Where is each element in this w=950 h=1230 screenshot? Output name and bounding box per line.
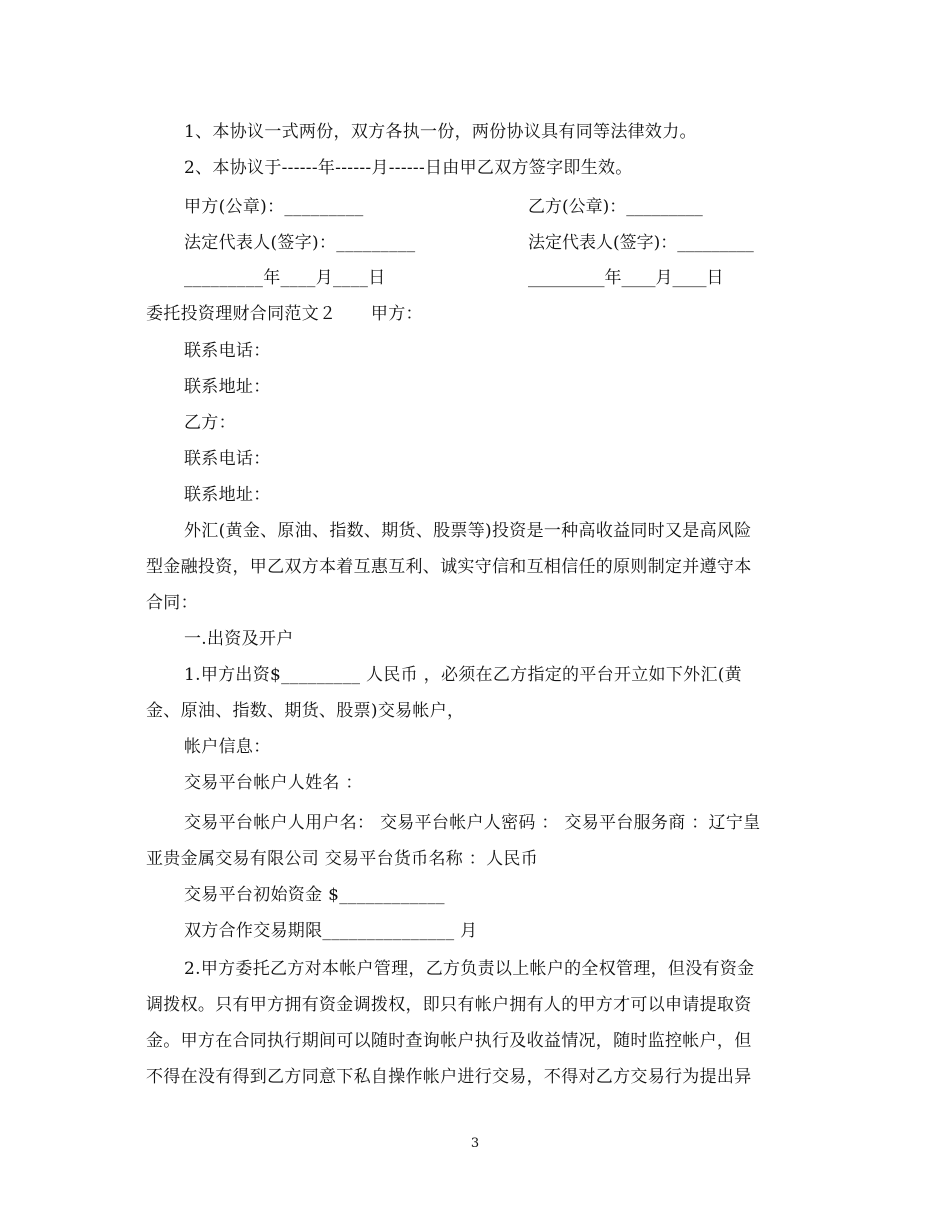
party-b-phone: 联系电话： — [184, 449, 271, 469]
contract-2-heading: 委托投资理财合同范文２ 甲方： — [146, 304, 423, 324]
account-details-line: 交易平台帐户人用户名： 交易平台帐户人密码 ： 交易平台服务商 ：辽宁皇 — [184, 813, 761, 833]
cooperation-term: 双方合作交易期限_______________ 月 — [184, 921, 478, 941]
clause-1-line: 金、原油、指数、期货、股票)交易帐户， — [146, 701, 465, 721]
party-b-date: _________年____月____日 — [528, 268, 724, 288]
clause-2-line: 2.甲方委托乙方对本帐户管理，乙方负责以上帐户的全权管理，但没有资金 — [184, 959, 755, 979]
agreement-copies-line: 1、本协议一式两份，双方各执一份，两份协议具有同等法律效力。 — [184, 122, 697, 142]
account-info-label: 帐户信息： — [184, 737, 271, 757]
clause-1-line: 1.甲方出资$_________ 人民币 ，必须在乙方指定的平台开立如下外汇(黄 — [184, 665, 742, 685]
intro-paragraph-line: 合同： — [146, 593, 198, 613]
party-a-date: _________年____月____日 — [184, 268, 386, 288]
party-b-address: 联系地址： — [184, 485, 271, 505]
party-a-representative: 法定代表人(签字)：_________ — [184, 233, 416, 253]
intro-paragraph-line: 外汇(黄金、原油、指数、期货、股票等)投资是一种高收益同时又是高风险 — [184, 521, 752, 541]
party-b-seal: 乙方(公章)：_________ — [528, 197, 703, 217]
party-b-representative: 法定代表人(签字)：_________ — [528, 233, 754, 253]
page-number: 3 — [470, 1136, 480, 1151]
account-holder-name: 交易平台帐户人姓名 ： — [184, 773, 363, 793]
agreement-effective-line: 2、本协议于------年------月------日由甲乙双方签字即生效。 — [184, 158, 633, 178]
party-a-seal: 甲方(公章)：_________ — [184, 197, 364, 217]
clause-2-line: 调拨权。只有甲方拥有资金调拨权，即只有帐户拥有人的甲方才可以申请提取资 — [146, 995, 752, 1015]
party-b-label: 乙方： — [184, 413, 236, 433]
party-a-phone: 联系电话： — [184, 341, 271, 361]
initial-funds: 交易平台初始资金 $____________ — [184, 885, 445, 905]
party-a-address: 联系地址： — [184, 377, 271, 397]
intro-paragraph-line: 型金融投资，甲乙双方本着互惠互利、诚实守信和互相信任的原则制定并遵守本 — [146, 557, 752, 577]
section-1-title: 一.出资及开户 — [184, 629, 294, 649]
clause-2-line: 不得在没有得到乙方同意下私自操作帐户进行交易，不得对乙方交易行为提出异 — [146, 1067, 752, 1087]
account-details-line: 亚贵金属交易有限公司 交易平台货币名称 ：人民币 — [146, 849, 539, 869]
clause-2-line: 金。甲方在合同执行期间可以随时查询帐户执行及收益情况，随时监控帐户，但 — [146, 1031, 752, 1051]
